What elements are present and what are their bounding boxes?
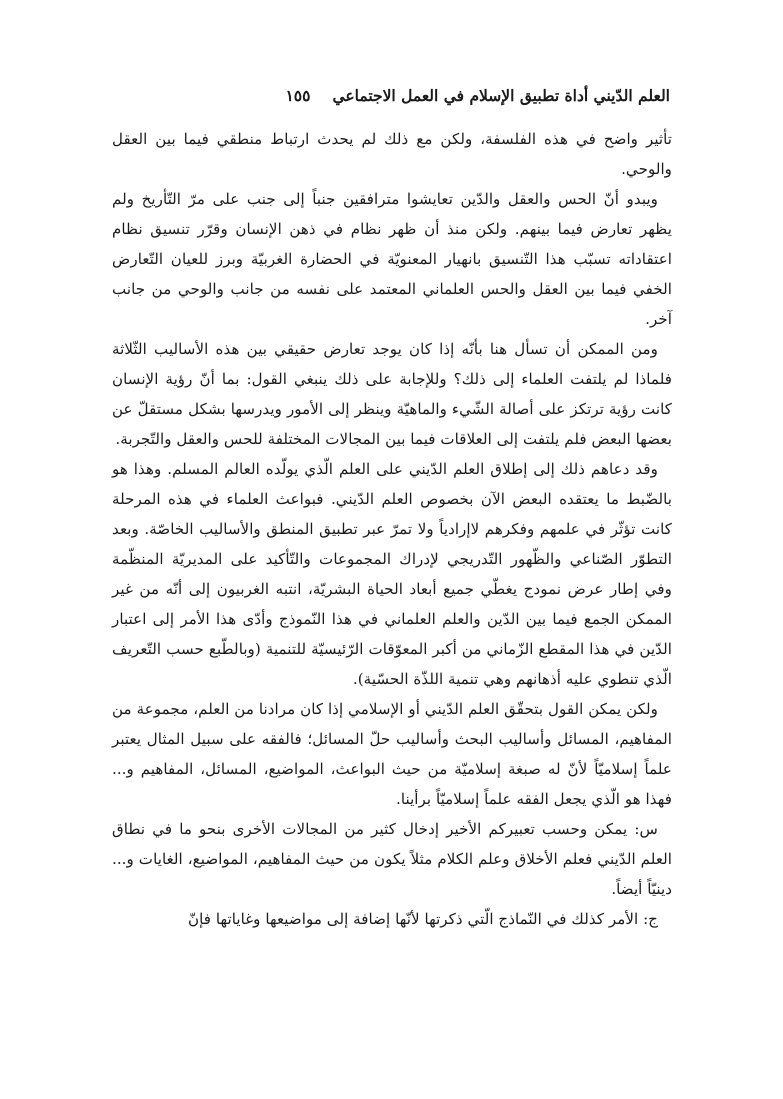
body-text (112, 124, 672, 934)
paragraph: ولكن يمكن القول بتحقّق العلم الدّيني أو الإسلامي إذا كان مرادنا من العلم، مجموعة من المفاهيم، المسائل وأساليب البحث وأساليب حلّ المسائل؛ فالفقه على سبيل المثال يعتبر علماً إسلاميّاً لأنّ له صبغة إسلاميّة من حيث البواعث، المواضيع، المسائل، المفاهيم و... فهذا هو الّذي يجعل الفقه علماً إسلاميّاً برأينا. (112, 700, 672, 808)
paragraph: تأثير واضح في هذه الفلسفة، ولكن مع ذلك لم يحدث ارتباط منطقي فيما بين العقل والوحي. (112, 130, 672, 178)
paragraph: س: يمكن وحسب تعبيركم الأخير إدخال كثير من المجالات الأخرى بنحو ما في نطاق العلم الدّيني فعلم الأخلاق وعلم الكلام مثلاً يكون من حيث المفاهيم، المواضيع، الغايات و... دينيّاً أيضاً. (112, 820, 672, 898)
chapter-title: العلم الدّيني أداة تطبيق الإسلام في العمل الاجتماعي (332, 85, 670, 105)
paragraph: ومن الممكن أن تسأل هنا بأنّه إذا كان يوجد تعارض حقيقي بين هذه الأساليب الثّلاثة فلماذا لم يلتفت العلماء إلى ذلك؟ وللإجابة على ذلك ينبغي القول: بما أنّ رؤية الإنسان كانت رؤية ترتكز على أصالة الشّيء والماهيّة وينظر إلى الأمور ويدرسها بشكل مستقلّ عن بعضها البعض فلم يلتفت إلى العلاقات فيما بين المجالات المختلفة للحس والعقل والتّجربة. (112, 340, 672, 448)
paragraph: وقد دعاهم ذلك إلى إطلاق العلم الدّيني على العلم الّذي يولّده العالم المسلم. وهذا هو بالضّبط ما يعتقده البعض الآن بخصوص العلم الدّيني. فبواعث العلماء في هذه المرحلة كانت تؤثّر في علمهم وفكرهم لاإرادياً ولا تمرّ عبر تطبيق المنطق والأساليب الخاصّة. وبعد التطوّر الصّناعي والظّهور التّدريجي لإدراك المجموعات والتّأكيد على المديريّة المنظّمة وفي إطار عرض نمودج يغطّي جميع أبعاد الحياة البشريّة، انتبه الغربيون إلى أنّه من غير الممكن الجمع فيما بين الدّين والعلم العلماني في هذا النّموذج وأدّى هذا الأمر إلى اعتبار الدّين في هذا المقطع الزّماني من أكبر المعوّقات الرّئيسيّة للتنمية (وبالطّبع حسب التّعريف الّذي تنطوي عليه أذهانهم وهي تنمية اللذّة الحسّية). (112, 460, 672, 688)
paragraph: ويبدو أنّ الحس والعقل والدّين تعايشوا مترافقين جنباً إلى جنب على مرّ التّأريخ ولم يظهر تعارض فيما بينهم. ولكن منذ أن ظهر نظام في ذهن الإنسان وقرّر تنسيق نظام اعتقاداته تسبّب هذا التّنسيق بانهيار المعنويّة في الحضارة الغربيّة وبرز للعيان التّعارض الخفي فيما بين العقل والحس العلماني المعتمد على نفسه من جانب والوحي من جانب آخر. (112, 190, 672, 328)
paragraph: ج: الأمر كذلك في النّماذج الّتي ذكرتها لأنّها إضافة إلى مواضيعها وغاياتها فإنّ (188, 910, 658, 928)
page-number: ١٥٥ (285, 85, 311, 105)
running-header (115, 80, 670, 110)
